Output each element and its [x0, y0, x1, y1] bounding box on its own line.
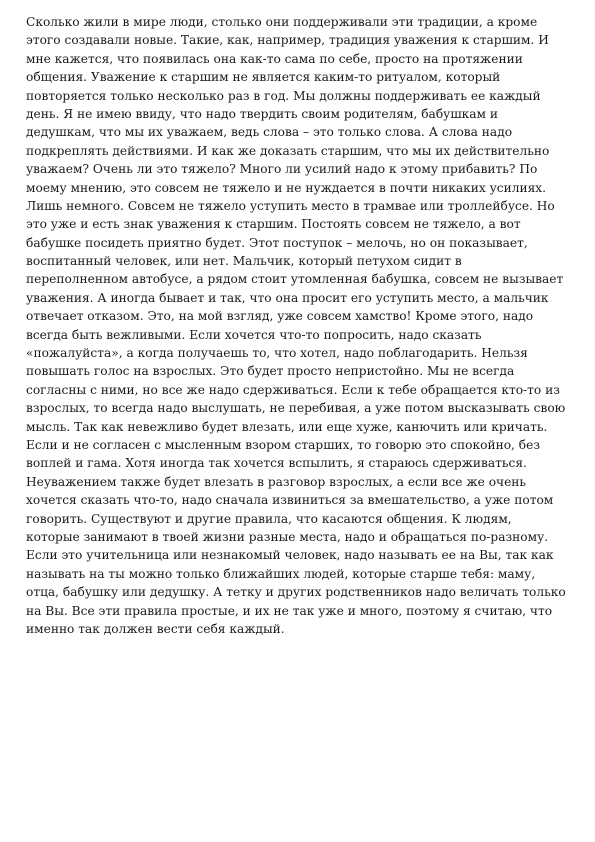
text-line: моему мнению, это совсем не тяжело и не нуждается в почти никаких усилиях.	[26, 180, 547, 195]
essay-text	[26, 13, 586, 638]
text-line: мне кажется, что появилась она как-то сама по себе, просто на протяжении	[26, 51, 523, 66]
text-line: взрослых, то всегда надо выслушать, не перебивая, а уже потом высказывать свою	[26, 401, 566, 416]
text-line: переполненном автобусе, а рядом стоит утомленная бабушка, совсем не вызывает	[26, 272, 564, 287]
text-line: воспитанный человек, или нет. Мальчик, который петухом сидит в	[26, 254, 462, 269]
text-line: на Вы. Все эти правила простые, и их не так уже и много, поэтому я считаю, что	[26, 603, 553, 618]
text-line: это уже и есть знак уважения к старшим. Постоять совсем не тяжело, а вот	[26, 217, 521, 232]
text-line: отвечает отказом. Это, на мой взгляд, уже совсем хамство! Кроме этого, надо	[26, 309, 534, 324]
text-line: Если и не согласен с мысленным взором старших, то говорю это спокойно, без	[26, 437, 540, 452]
text-line: мысль. Так как невежливо будет влезать, или еще хуже, канючить или кричать.	[26, 419, 548, 434]
text-line: хочется сказать что-то, надо сначала извиниться за вмешательство, а уже потом	[26, 493, 554, 508]
text-line: этого создавали новые. Такие, как, например, традиция уважения к старшим. И	[26, 33, 549, 48]
text-line: воплей и гама. Хотя иногда так хочется вспылить, я стараюсь сдерживаться.	[26, 456, 527, 471]
text-line: Сколько жили в мире люди, столько они поддерживали эти традиции, а кроме	[26, 15, 538, 29]
text-line: уважения. А иногда бывает и так, что она просит его уступить место, а мальчик	[26, 290, 549, 305]
text-line: день. Я не имею ввиду, что надо твердить своим родителям, бабушкам и	[26, 106, 499, 121]
text-line: повторяется только несколько раз в год. Мы должны поддерживать ее каждый	[26, 88, 541, 103]
text-line: общения. Уважение к старшим не является каким-то ритуалом, который	[26, 70, 501, 85]
text-line: повышать голос на взрослых. Это будет просто непристойно. Мы не всегда	[26, 364, 515, 379]
text-line: которые занимают в твоей жизни разные места, надо и обращаться по-разному.	[26, 529, 549, 544]
text-line: уважаем? Очень ли это тяжело? Много ли усилий надо к этому прибавить? По	[26, 162, 538, 177]
text-line: Неуважением также будет влезать в разговор взрослых, а если все же очень	[26, 474, 527, 489]
text-line: «пожалуйста», а когда получаешь то, что хотел, надо поблагодарить. Нельзя	[26, 346, 528, 361]
text-line: согласны с ними, но все же надо сдерживаться. Если к тебе обращается кто-то из	[26, 382, 560, 397]
text-line: говорить. Существуют и другие правила, что касаются общения. К людям,	[26, 511, 512, 526]
text-line: именно так должен вести себя каждый.	[26, 621, 285, 636]
text-line: отца, бабушку или дедушку. А тетку и других родственников надо величать только	[26, 585, 566, 600]
text-line: Лишь немного. Совсем не тяжело уступить место в трамвае или троллейбусе. Но	[26, 198, 555, 213]
text-line: подкреплять действиями. И как же доказать старшим, что мы их действительно	[26, 143, 550, 158]
text-line: называть на ты можно только ближайших людей, которые старше тебя: маму,	[26, 566, 536, 581]
text-line: всегда быть вежливыми. Если хочется что-то попросить, надо сказать	[26, 327, 482, 342]
text-line: бабушке посидеть приятно будет. Этот поступок – мелочь, но он показывает,	[26, 235, 528, 250]
text-line: дедушкам, что мы их уважаем, ведь слова – это только слова. А слова надо	[26, 125, 513, 140]
text-line: Если это учительница или незнакомый человек, надо называть ее на Вы, так как	[26, 548, 554, 563]
